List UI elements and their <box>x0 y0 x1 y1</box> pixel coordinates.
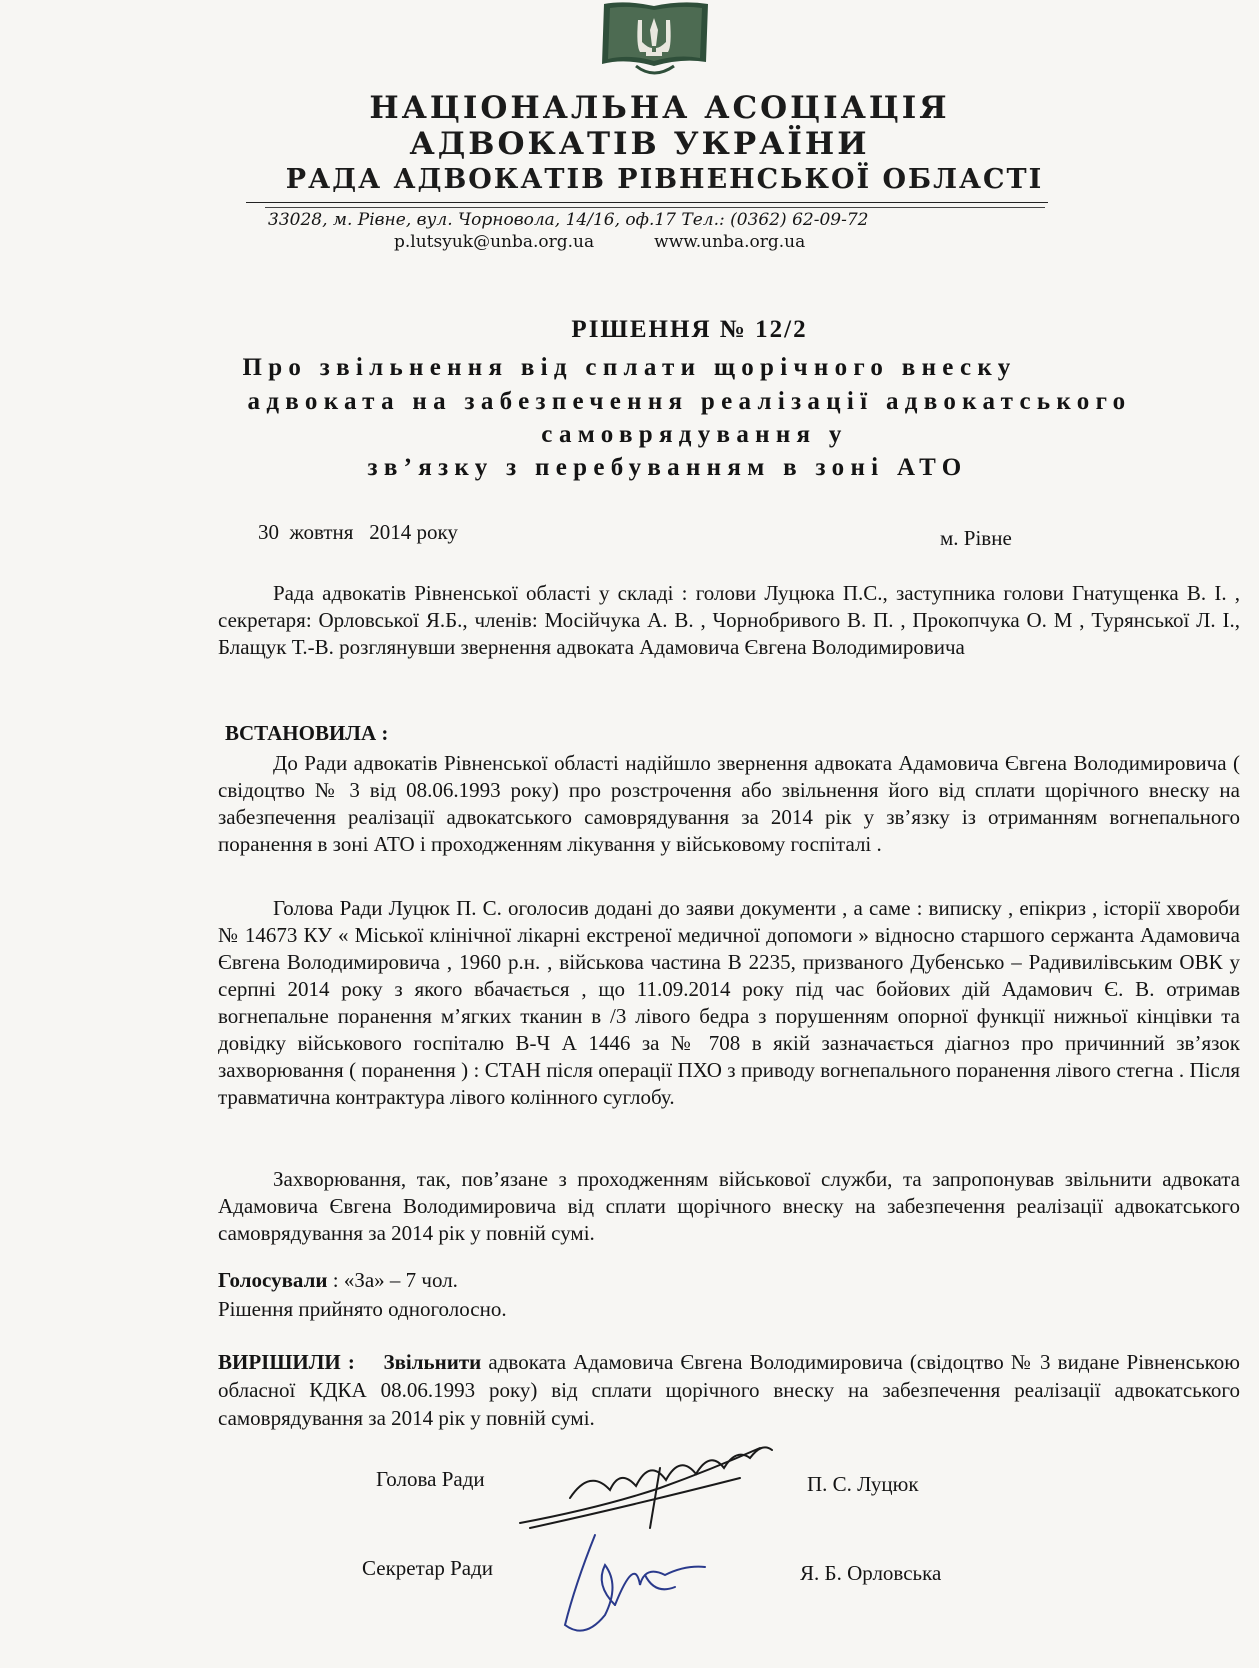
secretary-signature-icon <box>545 1525 715 1645</box>
decision-title-line-3: самоврядування у <box>541 421 848 448</box>
letterhead-ukraine-line: АДВОКАТІВ УКРАЇНИ <box>409 126 870 162</box>
decision-title-line-4: зв’язку з перебуванням в зоні АТО <box>367 454 968 481</box>
letterhead-association-line: НАЦІОНАЛЬНА АСОЦІАЦІЯ <box>369 90 950 126</box>
chair-role: Голова Ради <box>376 1467 485 1491</box>
letterhead-divider <box>246 202 1048 203</box>
decision-title-line-1: Про звільнення від сплати щорічного внеску <box>242 354 1017 381</box>
decision-paragraph <box>218 1348 1240 1432</box>
decision-text: адвоката Адамовича Євгена Володимировича (свідоцтво № 3 видане Рівненською обласної КДКА 08.06.1993 року) від сплати щорічного внеску на забезпечення реалізації адвокатського самоврядування за 2014 рік у повній сумі. <box>218 1350 1240 1430</box>
secretary-name: Я. Б. Орловська <box>800 1561 942 1585</box>
voting-line <box>218 1266 507 1295</box>
intro-paragraph: Рада адвокатів Рівненської області у складі : голови Луцюка П.С., заступника голови Гнатущенка В. І. , секретаря: Орловської Я.Б., членів: Мосійчука А. В. , Чорнобривого В. П. , Прокопчука О. М , Турянської Л. І., Блащук Т.-В. розглянувши звернення адвоката Адамовича Євгена Володимировича <box>218 581 1240 659</box>
voting-block <box>218 1266 507 1324</box>
trident-emblem-icon <box>596 0 714 80</box>
body-paragraph-3: Захворювання, так, пов’язане з проходженням військової служби, та запропонував звільнити адвоката Адамовича Євгена Володимировича від сплати щорічного внеску на забезпечення реалізації адвокатського самоврядування за 2014 рік у повній сумі. <box>218 1167 1240 1245</box>
letterhead-website: www.unba.org.ua <box>654 232 806 252</box>
decision-action: Звільнити <box>383 1350 482 1374</box>
established-heading: ВСТАНОВИЛА : <box>225 721 389 745</box>
secretary-role: Секретар Ради <box>362 1556 494 1580</box>
decision-date: 30 жовтня 2014 року <box>258 520 458 544</box>
letterhead-contacts <box>394 232 805 252</box>
chair-name: П. С. Луцюк <box>807 1472 919 1496</box>
decision-number: РІШЕННЯ № 12/2 <box>571 316 808 343</box>
voting-result: : «За» – 7 чол. <box>327 1268 458 1292</box>
voting-unanimous: Рішення прийнято одноголосно. <box>218 1297 507 1321</box>
decision-city: м. Рівне <box>940 526 1012 550</box>
letterhead-divider-thin <box>265 207 1045 208</box>
body-paragraph-1: До Ради адвокатів Рівненської області надійшло звернення адвоката Адамовича Євгена Володимировича ( свідоцтво № 3 від 08.06.1993 року) про розстрочення або звільнення його від сплати щорічного внеску на забезпечення реалізації адвокатського самоврядування за 2014 рік у зв’язку із отриманням вогнепального поранення в зоні АТО і проходженням лікування у військовому госпіталі . <box>218 751 1240 856</box>
letterhead-address: 33028, м. Рівне, вул. Чорновола, 14/16, оф.17 Тел.: (0362) 62-09-72 <box>268 210 869 230</box>
letterhead-email: p.lutsyuk@unba.org.ua <box>394 232 595 252</box>
body-paragraph-2: Голова Ради Луцюк П. С. оголосив додані до заяви документи , а саме : виписку , епікриз , історії хвороби № 14673 КУ « Міської клінічної лікарні екстреної медичної допомоги » відносно старшого сержанта Адамовича Євгена Володимировича , 1960 р.н. , військова частина В 2235, призваного Дубенсько – Радивилівським ОВК у серпні 2014 року з якого вбачається , що 11.09.2014 року під час бойових дій Адамович Є. В. отримав вогнепальне поранення м’ягких тканин в /3 лівого бедра з порушенням опорної функції нижньої кінцівки та довідку військового госпіталю В-Ч А 1446 за № 708 в якій зазначається діагноз про причинний зв’язок захворювання ( поранення ) : СТАН після операції ПХО з приводу вогнепального поранення лівого стегна . Після травматична контрактура лівого колінного суглобу. <box>218 896 1240 1109</box>
decision-label: ВИРІШИЛИ : <box>218 1350 355 1374</box>
chair-signature-icon <box>510 1428 790 1538</box>
voting-label: Голосували <box>218 1268 328 1292</box>
decision-title-line-2: адвоката на забезпечення реалізації адвокатського <box>247 388 1132 415</box>
letterhead-council-line: РАДА АДВОКАТІВ РІВНЕНСЬКОЇ ОБЛАСТІ <box>285 164 1044 195</box>
